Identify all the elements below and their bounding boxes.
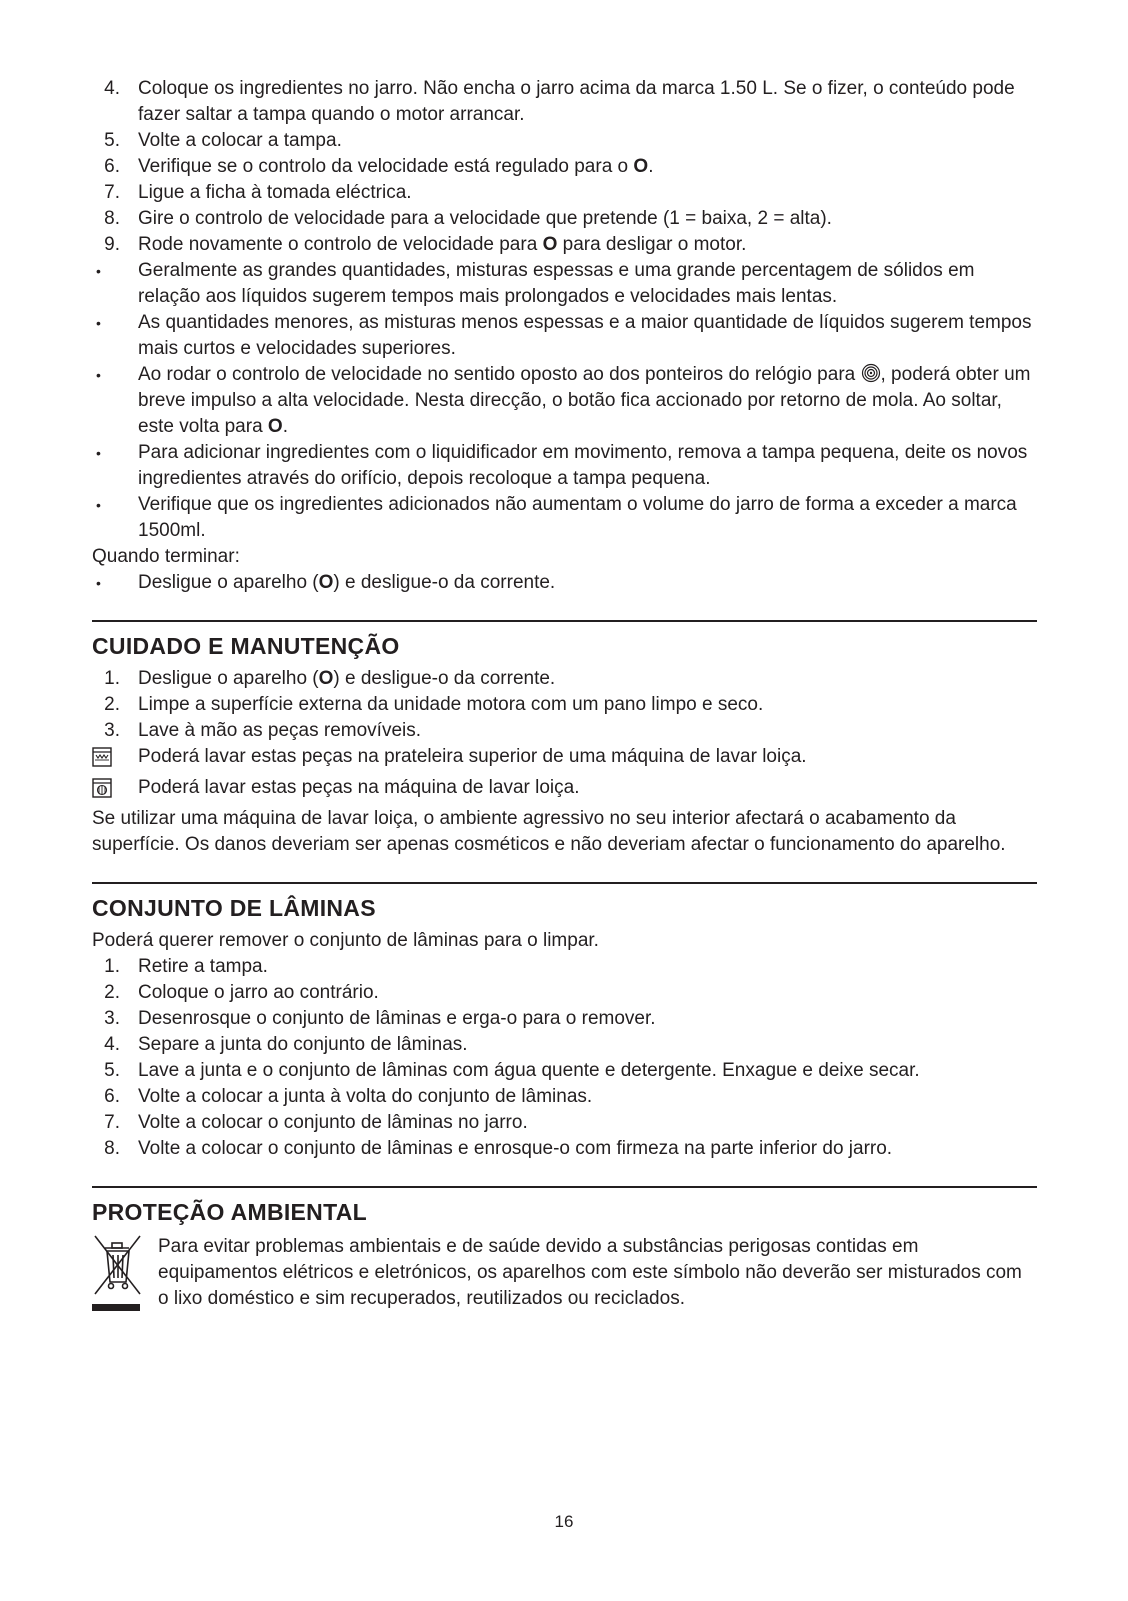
step-text: Gire o controlo de velocidade para a velocidade que pretende (1 = baixa, 2 = alta).: [138, 208, 832, 229]
step-text: Verifique se o controlo da velocidade está regulado para o O.: [138, 156, 654, 177]
step-text: Volte a colocar o conjunto de lâminas no jarro.: [138, 1112, 528, 1133]
bullet-text: As quantidades menores, as misturas menos espessas e a maior quantidade de líquidos sugerem tempos mais curtos e velocidades superiores.: [138, 312, 1032, 359]
step-number: 3.: [104, 720, 120, 741]
bullet-icon: •: [96, 315, 101, 331]
bullet-text: Desligue o aparelho (O) e desligue-o da corrente.: [138, 572, 556, 593]
step-number: 6.: [104, 156, 120, 177]
env-text: Para evitar problemas ambientais e de saúde devido a substâncias perigosas contidas em equipamentos elétricos e eletrónicos, os aparelhos com este símbolo não deverão ser misturados com o lixo doméstico e sim recuperados, reutilizados ou reciclados.: [158, 1236, 1022, 1309]
env-section-title: PROTEÇÃO AMBIENTAL: [92, 1199, 367, 1225]
bullet-text: Verifique que os ingredientes adicionados não aumentam o volume do jarro de forma a exceder a marca 1500ml.: [138, 494, 1017, 541]
blades-section-title: CONJUNTO DE LÂMINAS: [92, 895, 376, 921]
weee-crossed-bin-icon: [92, 1234, 144, 1314]
list-item: [92, 206, 1037, 232]
step-text: Coloque o jarro ao contrário.: [138, 982, 379, 1003]
list-item: [92, 954, 1037, 980]
step-number: 4.: [104, 1034, 120, 1055]
step-text: Retire a tampa.: [138, 956, 268, 977]
bullet-icon: •: [96, 263, 101, 279]
care-note: Se utilizar uma máquina de lavar loiça, o ambiente agressivo no seu interior afectará o acabamento da superfície. Os danos deveriam ser apenas cosméticos e não deveriam afectar o funcionamento do aparelho.: [92, 808, 1006, 855]
list-item: [92, 1058, 1037, 1084]
document-page: [92, 76, 1037, 1319]
step-text: Coloque os ingredientes no jarro. Não encha o jarro acima da marca 1.50 L. Se o fizer, o conteúdo pode fazer saltar a tampa quando o motor arrancar.: [138, 78, 1015, 125]
off-symbol: O: [318, 668, 334, 689]
page-number: 16: [554, 1512, 574, 1531]
step-number: 5.: [104, 130, 120, 151]
step-text: Volte a colocar o conjunto de lâminas e enrosque-o com firmeza na parte inferior do jarro.: [138, 1138, 893, 1159]
bullet-icon: •: [96, 575, 101, 591]
bullet-item: [92, 492, 1037, 544]
step-number: 6.: [104, 1086, 120, 1107]
bullet-text: Ao rodar o controlo de velocidade no sentido oposto ao dos ponteiros do relógio para , poderá obter um breve impulso a alta velocidade. Nesta direcção, o botão fica accionado por retorno de mola. Ao soltar, este volta para O.: [138, 364, 1031, 437]
dishwasher-top-text: Poderá lavar estas peças na prateleira superior de uma máquina de lavar loiça.: [138, 746, 807, 767]
step-number: 2.: [104, 982, 120, 1003]
step-text: Desligue o aparelho (O) e desligue-o da corrente.: [138, 668, 556, 689]
off-symbol: O: [542, 234, 558, 255]
blades-intro: Poderá querer remover o conjunto de lâminas para o limpar.: [92, 930, 599, 951]
step-text: Lave à mão as peças removíveis.: [138, 720, 422, 741]
list-item: [92, 692, 1037, 718]
step-number: 7.: [104, 1112, 120, 1133]
list-item: [92, 1006, 1037, 1032]
bullet-text: Para adicionar ingredientes com o liquidificador em movimento, remova a tampa pequena, deite os novos ingredientes através do orifício, depois recoloque a tampa pequena.: [138, 442, 1028, 489]
pulse-spiral-icon: [861, 363, 881, 383]
list-item: [92, 1110, 1037, 1136]
list-item: [92, 180, 1037, 206]
step-text: Volte a colocar a tampa.: [138, 130, 342, 151]
list-item: [92, 154, 1037, 180]
section-divider: [92, 620, 1037, 622]
bullet-item: [92, 570, 1037, 596]
list-item: [92, 1032, 1037, 1058]
off-symbol: O: [267, 416, 283, 437]
list-item: [92, 1084, 1037, 1110]
when-done-label: Quando terminar:: [92, 546, 240, 567]
bullet-icon: •: [96, 445, 101, 461]
step-text: Lave a junta e o conjunto de lâminas com água quente e detergente. Enxague e deixe secar.: [138, 1060, 920, 1081]
step-text: Rode novamente o controlo de velocidade para O para desligar o motor.: [138, 234, 747, 255]
off-symbol: O: [318, 572, 334, 593]
bullet-text: Geralmente as grandes quantidades, misturas espessas e uma grande percentagem de sólidos em relação aos líquidos sugerem tempos mais prolongados e velocidades mais lentas.: [138, 260, 975, 307]
step-number: 3.: [104, 1008, 120, 1029]
bullet-item: [92, 310, 1037, 362]
bullet-item: [92, 258, 1037, 310]
env-notice: [92, 1234, 1037, 1319]
dishwasher-icon: [92, 778, 112, 798]
step-number: 8.: [104, 1138, 120, 1159]
step-number: 8.: [104, 208, 120, 229]
list-item: [92, 232, 1037, 258]
bullet-icon: •: [96, 367, 101, 383]
list-item: [92, 76, 1037, 128]
bullet-icon: •: [96, 497, 101, 513]
list-item: [92, 666, 1037, 692]
step-number: 2.: [104, 694, 120, 715]
step-number: 9.: [104, 234, 120, 255]
step-number: 5.: [104, 1060, 120, 1081]
list-item: [92, 980, 1037, 1006]
step-text: Volte a colocar a junta à volta do conjunto de lâminas.: [138, 1086, 593, 1107]
care-section-title: CUIDADO E MANUTENÇÃO: [92, 633, 400, 659]
bullet-item: [92, 362, 1037, 440]
list-item: [92, 775, 1037, 806]
list-item: [92, 718, 1037, 744]
dishwasher-text: Poderá lavar estas peças na máquina de lavar loiça.: [138, 777, 580, 798]
step-text: Ligue a ficha à tomada eléctrica.: [138, 182, 412, 203]
list-item: [92, 128, 1037, 154]
step-text: Limpe a superfície externa da unidade motora com um pano limpo e seco.: [138, 694, 764, 715]
section-divider: [92, 882, 1037, 884]
step-number: 4.: [104, 78, 120, 99]
section-divider: [92, 1186, 1037, 1188]
step-number: 7.: [104, 182, 120, 203]
step-number: 1.: [104, 668, 120, 689]
bullet-item: [92, 440, 1037, 492]
off-symbol: O: [633, 156, 649, 177]
list-item: [92, 744, 1037, 775]
step-text: Separe a junta do conjunto de lâminas.: [138, 1034, 468, 1055]
dishwasher-top-rack-icon: [92, 747, 112, 767]
step-text: Desenrosque o conjunto de lâminas e erga-o para o remover.: [138, 1008, 656, 1029]
step-number: 1.: [104, 956, 120, 977]
list-item: [92, 1136, 1037, 1162]
